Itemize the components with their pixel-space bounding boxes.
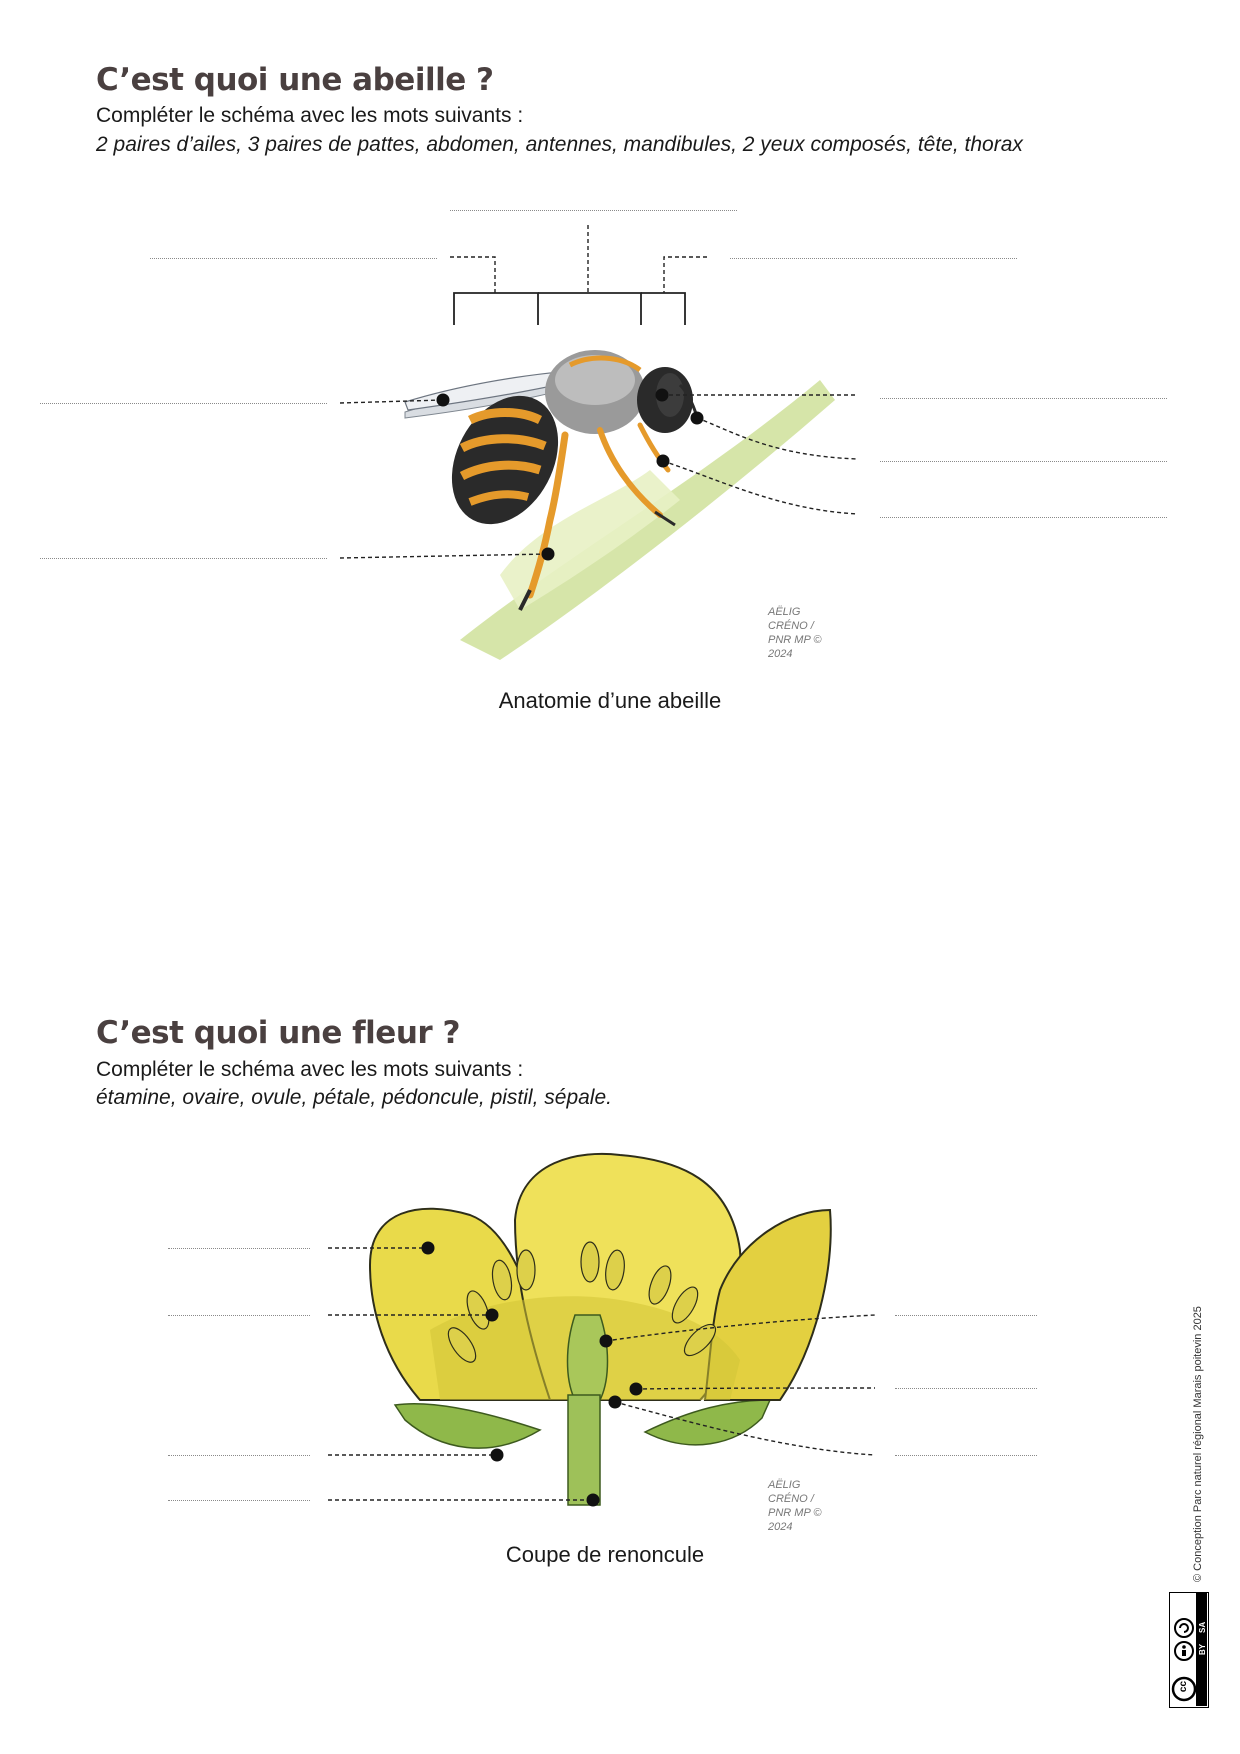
dot-ovule — [630, 1383, 643, 1396]
cc-badge-sa-text: SA — [1198, 1621, 1207, 1633]
by-icon-body — [1182, 1650, 1186, 1656]
flower-word-list: étamine, ovaire, ovule, pétale, pédoncule, pistil, sépale. — [96, 1086, 612, 1109]
dot-ovary — [609, 1396, 622, 1409]
answer-line-flower-petal[interactable] — [168, 1248, 310, 1249]
answer-line-flower-peduncle[interactable] — [168, 1500, 310, 1501]
sepal-right — [645, 1400, 770, 1445]
stamen — [581, 1242, 599, 1282]
cc-license-badge — [1169, 1592, 1209, 1708]
answer-line-flower-ovary[interactable] — [895, 1455, 1037, 1456]
leader-head — [664, 257, 707, 293]
answer-line-flower-ovule[interactable] — [895, 1388, 1037, 1389]
bee-brackets — [454, 293, 685, 325]
dot-antennae — [691, 412, 704, 425]
flower-illustration — [370, 1154, 831, 1505]
flower-artist-signature: AËLIG CRÉNO / PNR MP © 2024 — [768, 1479, 822, 1533]
dot-legs — [542, 548, 555, 561]
answer-line-flower-sepal[interactable] — [168, 1455, 310, 1456]
bee-caption: Anatomie d’une abeille — [498, 688, 722, 713]
dot-sepal — [491, 1449, 504, 1462]
peduncle — [568, 1395, 600, 1505]
cc-badge-by-text: BY — [1198, 1643, 1207, 1655]
bee-instruction: Compléter le schéma avec les mots suivants : — [96, 104, 524, 127]
answer-line-flower-stamen[interactable] — [168, 1315, 310, 1316]
bee-artist-signature: AËLIG CRÉNO / PNR MP © 2024 — [768, 606, 822, 660]
flower-caption: Coupe de renoncule — [505, 1542, 705, 1567]
dot-stamen — [486, 1309, 499, 1322]
dot-eyes — [656, 389, 669, 402]
bracket-head — [641, 293, 685, 325]
answer-line-flower-pistil[interactable] — [895, 1315, 1037, 1316]
flower-section-title: C’est quoi une fleur ? — [96, 1015, 460, 1051]
stamen — [517, 1250, 535, 1290]
leader-abdomen — [450, 257, 495, 293]
bee-section-title: C’est quoi une abeille ? — [96, 62, 494, 98]
dot-mandibles — [657, 455, 670, 468]
dot-petal — [422, 1242, 435, 1255]
dot-pistil — [600, 1335, 613, 1348]
bee-word-list: 2 paires d’ailes, 3 paires de pattes, abdomen, antennes, mandibules, 2 yeux composés, tête, thorax — [96, 133, 1023, 156]
copyright-credit: © Conception Parc naturel régional Marais poitevin 2025 — [1192, 1306, 1204, 1582]
bracket-thorax — [538, 293, 641, 325]
cc-badge-cc-text: cc — [1178, 1680, 1190, 1693]
flower-instruction: Compléter le schéma avec les mots suivants : — [96, 1058, 524, 1081]
by-icon-head — [1182, 1645, 1186, 1649]
sa-share-alike-icon — [1175, 1619, 1193, 1637]
dot-wings — [437, 394, 450, 407]
dot-peduncle — [587, 1494, 600, 1507]
sepal-left — [395, 1404, 540, 1448]
pistil — [568, 1315, 608, 1400]
bracket-abdomen — [454, 293, 538, 325]
